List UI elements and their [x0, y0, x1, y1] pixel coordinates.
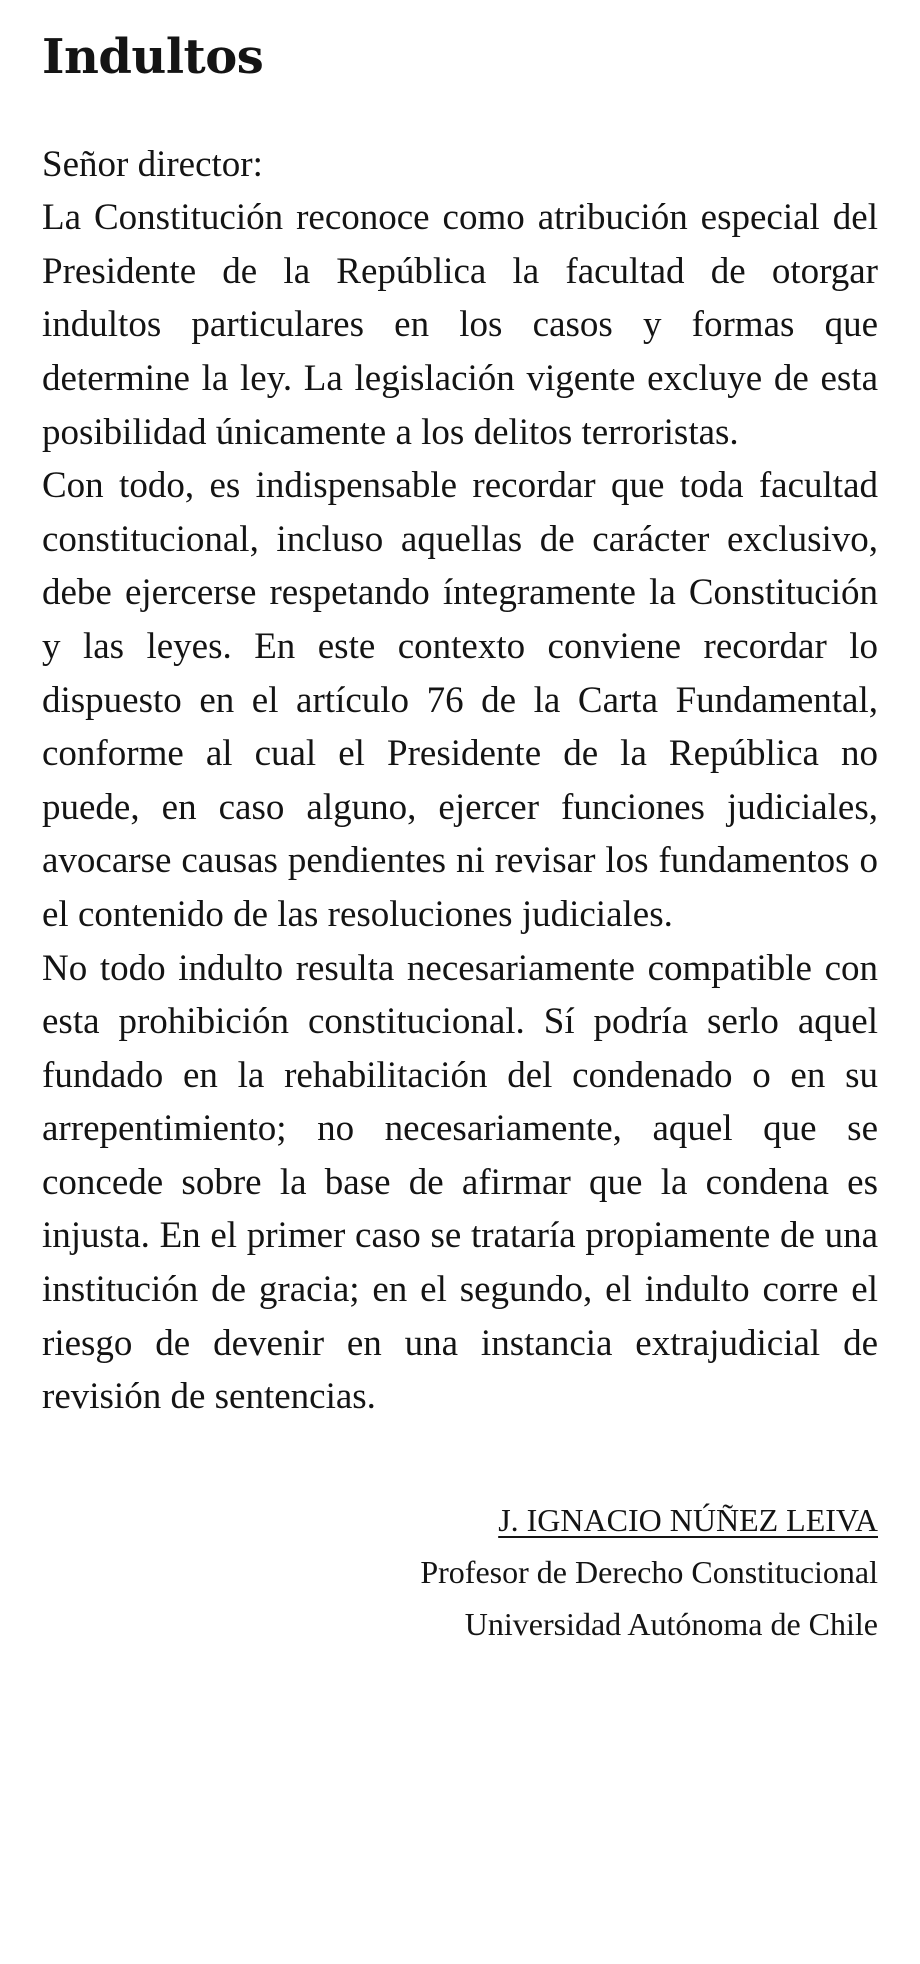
author-name: J. IGNACIO NÚÑEZ LEIVA: [498, 1501, 878, 1538]
letter-body: [42, 139, 878, 1424]
letter-title: Indultos: [42, 29, 264, 85]
signature-block: [42, 1494, 878, 1650]
author-institution: Universidad Autónoma de Chile: [464, 1605, 878, 1642]
author-position: Profesor de Derecho Constitucional: [420, 1553, 878, 1590]
paragraph-2: Con todo, es indispensable recordar que toda facultad constitucional, incluso aquellas de carácter exclusivo, debe ejercerse respetando íntegramente la Constitución y las leyes. En este contexto conviene recordar lo dispuesto en el artículo 76 de la Carta Fundamental, conforme al cual el Presidente de la República no puede, en caso alguno, ejercer funciones judiciales, avocarse causas pendientes ni revisar los fundamentos o el contenido de las resoluciones judiciales.: [42, 465, 878, 935]
paragraph-1: La Constitución reconoce como atribución especial del Presidente de la República la facultad de otorgar indultos particulares en los casos y formas que determine la ley. La legislación vigente excluye de esta posibilidad únicamente a los delitos terroristas.: [42, 197, 878, 453]
salutation: Señor director:: [42, 144, 263, 186]
paragraph-3: No todo indulto resulta necesariamente compatible con esta prohibición constitucional. Sí podría serlo aquel fundado en la rehabilitación del condenado o en su arrepentimiento; no necesariamente, aquel que se concede sobre la base de afirmar que la condena es injusta. En el primer caso se trataría propiamente de una institución de gracia; en el segundo, el indulto corre el riesgo de devenir en una instancia extrajudicial de revisión de sentencias.: [42, 947, 878, 1418]
